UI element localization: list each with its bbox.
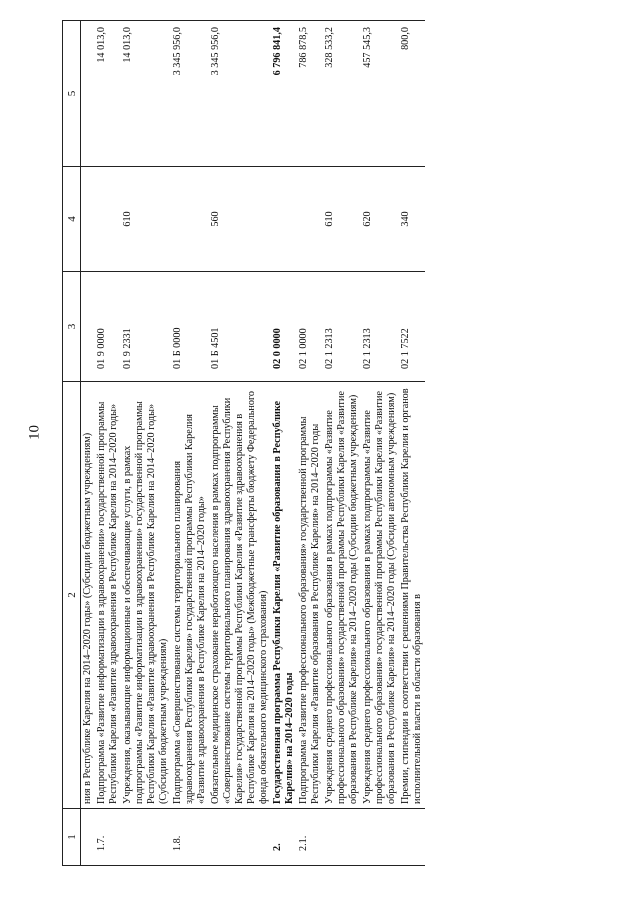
- row-amount-cell-text: 800,0: [400, 27, 411, 50]
- row-name-cell: [121, 382, 171, 809]
- row-name-cell-text: Государственная программа Республики Карелия «Развитие образования в Республике Карелия» на 2014–2020 годы: [272, 400, 295, 804]
- row-number-cell-text: 1.8.: [172, 835, 183, 851]
- row-amount-cell: [121, 21, 171, 167]
- row-amount-cell: [81, 21, 96, 167]
- row-code-cell-text: 01 Б 4501: [210, 327, 221, 369]
- table-row: [399, 21, 425, 866]
- table-row: [271, 21, 297, 866]
- row-name-cell-text: Учреждения среднего профессионального образования в рамках подпрограммы «Развитие профессионального образования» государственной программы Республики Карелия «Развитие образования в Республике Карелия» на 2014–2020 годы (Субсидии бюджетным учреждениям): [324, 391, 359, 804]
- row-name-cell: [95, 382, 121, 809]
- row-name-cell-text: Премии, стипендии в соответствии с решениями Правительства Республики Карелия и органов исполнительной власти в области образования в: [400, 388, 423, 804]
- row-code-cell-text: 01 9 0000: [96, 328, 107, 369]
- table-row: [209, 21, 271, 866]
- row-code-cell-text: 02 0 0000: [272, 328, 283, 369]
- row-type-cell-text: 610: [324, 211, 335, 227]
- row-name-cell: [81, 382, 96, 809]
- row-amount-cell-text: 3 345 956,0: [210, 27, 221, 76]
- row-amount-cell: [271, 21, 297, 167]
- table-row: [81, 21, 96, 866]
- row-amount-cell: [297, 21, 323, 167]
- row-number-cell-text: 2.: [272, 843, 283, 851]
- row-number-cell-text: 1.7.: [96, 835, 107, 851]
- row-type-cell: [209, 167, 271, 272]
- budget-table: [62, 20, 425, 866]
- row-code-cell: [361, 272, 399, 382]
- row-name-cell: [209, 382, 271, 809]
- row-amount-cell: [323, 21, 361, 167]
- table-row: [95, 21, 121, 866]
- row-amount-cell-text: 328 533,2: [324, 27, 335, 68]
- row-amount-cell-text: 3 345 956,0: [172, 27, 183, 76]
- row-amount-cell-text: 6 796 841,4: [272, 27, 283, 76]
- row-code-cell: [399, 272, 425, 382]
- row-number-cell: [95, 809, 121, 866]
- row-code-cell: [121, 272, 171, 382]
- row-code-cell: [297, 272, 323, 382]
- row-type-cell: [121, 167, 171, 272]
- row-name-cell-text: Подпрограмма «Совершенствование системы территориального планирования здравоохранения Республики Карелия» государственной программы Республики Карелия «Развитие здравоохранения в Республике Карелия на 2014–2020 годы»: [172, 414, 207, 804]
- row-type-cell: [81, 167, 96, 272]
- row-code-cell: [171, 272, 209, 382]
- row-code-cell: [209, 272, 271, 382]
- row-number-cell: [171, 809, 209, 866]
- table-row: [323, 21, 361, 866]
- row-number-cell: [297, 809, 323, 866]
- table-header-row: [63, 21, 81, 866]
- row-amount-cell: [171, 21, 209, 167]
- row-number-cell: [361, 809, 399, 866]
- row-number-cell: [399, 809, 425, 866]
- row-type-cell: [95, 167, 121, 272]
- row-type-cell: [361, 167, 399, 272]
- row-code-cell-text: 02 1 0000: [298, 328, 309, 369]
- row-type-cell-text: 620: [362, 211, 373, 227]
- header-col-4: 4: [63, 167, 81, 272]
- row-name-cell-text: Обязательное медицинское страхование неработающего населения в рамках подпрограммы «Совершенствование системы территориального планирования здравоохранения Республики Карелия» государственной программы Республики Карелия «Развитие здравоохранения в Республике Карелия на 2014–2020 годы» (Межбюджетные трансферты бюджету Федерального фонда обязательного медицинского страхования): [210, 391, 269, 804]
- row-number-cell-text: 2.1.: [298, 835, 309, 851]
- row-name-cell-text: ния в Республике Карелия на 2014–2020 годы» (Субсидии бюджетным учреждениям): [82, 432, 93, 804]
- row-code-cell: [323, 272, 361, 382]
- row-type-cell: [399, 167, 425, 272]
- row-amount-cell-text: 786 878,5: [298, 27, 309, 68]
- table-row: [361, 21, 399, 866]
- row-number-cell: [271, 809, 297, 866]
- header-col-1: 1: [63, 809, 81, 866]
- row-name-cell: [271, 382, 297, 809]
- table-row: [171, 21, 209, 866]
- row-name-cell: [361, 382, 399, 809]
- row-name-cell: [171, 382, 209, 809]
- row-amount-cell-text: 14 013,0: [122, 27, 133, 63]
- row-amount-cell: [95, 21, 121, 167]
- row-code-cell-text: 01 Б 0000: [172, 327, 183, 369]
- row-number-cell: [121, 809, 171, 866]
- header-col-2: 2: [63, 382, 81, 809]
- header-col-3: 3: [63, 272, 81, 382]
- row-name-cell-text: Учреждения, оказывающие информационные и обеспечивающие услуги, в рамках подпрограммы «Развитие информатизации в здравоохранении» государственной программы Республики Карелия «Развитие здравоохранения в Республике Карелия на 2014–2020 годы» (Субсидии бюджетным учреждениям): [122, 401, 169, 804]
- row-code-cell-text: 01 9 2331: [122, 328, 133, 369]
- row-code-cell: [81, 272, 96, 382]
- row-name-cell: [297, 382, 323, 809]
- row-number-cell: [209, 809, 271, 866]
- row-amount-cell: [361, 21, 399, 167]
- row-number-cell: [323, 809, 361, 866]
- row-code-cell: [95, 272, 121, 382]
- row-name-cell-text: Подпрограмма «Развитие профессионального образования» государственной программы Республики Карелия «Развитие образования в Республике Карелия» на 2014–2020 годы: [298, 416, 321, 804]
- row-type-cell: [171, 167, 209, 272]
- table-row: [297, 21, 323, 866]
- page-number: 10: [26, 425, 43, 440]
- header-col-5: 5: [63, 21, 81, 167]
- row-type-cell-text: 340: [400, 211, 411, 227]
- row-type-cell: [271, 167, 297, 272]
- row-amount-cell-text: 14 013,0: [96, 27, 107, 63]
- row-code-cell-text: 02 1 2313: [362, 328, 373, 369]
- budget-table-sheet: [62, 21, 607, 866]
- row-amount-cell: [399, 21, 425, 167]
- row-type-cell: [297, 167, 323, 272]
- row-name-cell: [399, 382, 425, 809]
- row-code-cell-text: 02 1 2313: [324, 328, 335, 369]
- row-code-cell-text: 02 1 7522: [400, 328, 411, 369]
- row-name-cell: [323, 382, 361, 809]
- table-row: [121, 21, 171, 866]
- row-name-cell-text: Учреждения среднего профессионального образования в рамках подпрограммы «Развитие профессионального образования» государственной программы Республики Карелия «Развитие образования в Республике Карелия» на 2014–2020 годы (Субсидии автономным учреждениям): [362, 391, 397, 804]
- row-name-cell-text: Подпрограмма «Развитие информатизации в здравоохранении» государственной программы Республики Карелия «Развитие здравоохранения в Республике Карелия на 2014–2020 годы»: [96, 401, 119, 804]
- row-type-cell: [323, 167, 361, 272]
- row-amount-cell: [209, 21, 271, 167]
- row-code-cell: [271, 272, 297, 382]
- row-type-cell-text: 560: [210, 211, 221, 227]
- row-type-cell-text: 610: [122, 211, 133, 227]
- row-number-cell: [81, 809, 96, 866]
- row-amount-cell-text: 457 545,3: [362, 27, 373, 68]
